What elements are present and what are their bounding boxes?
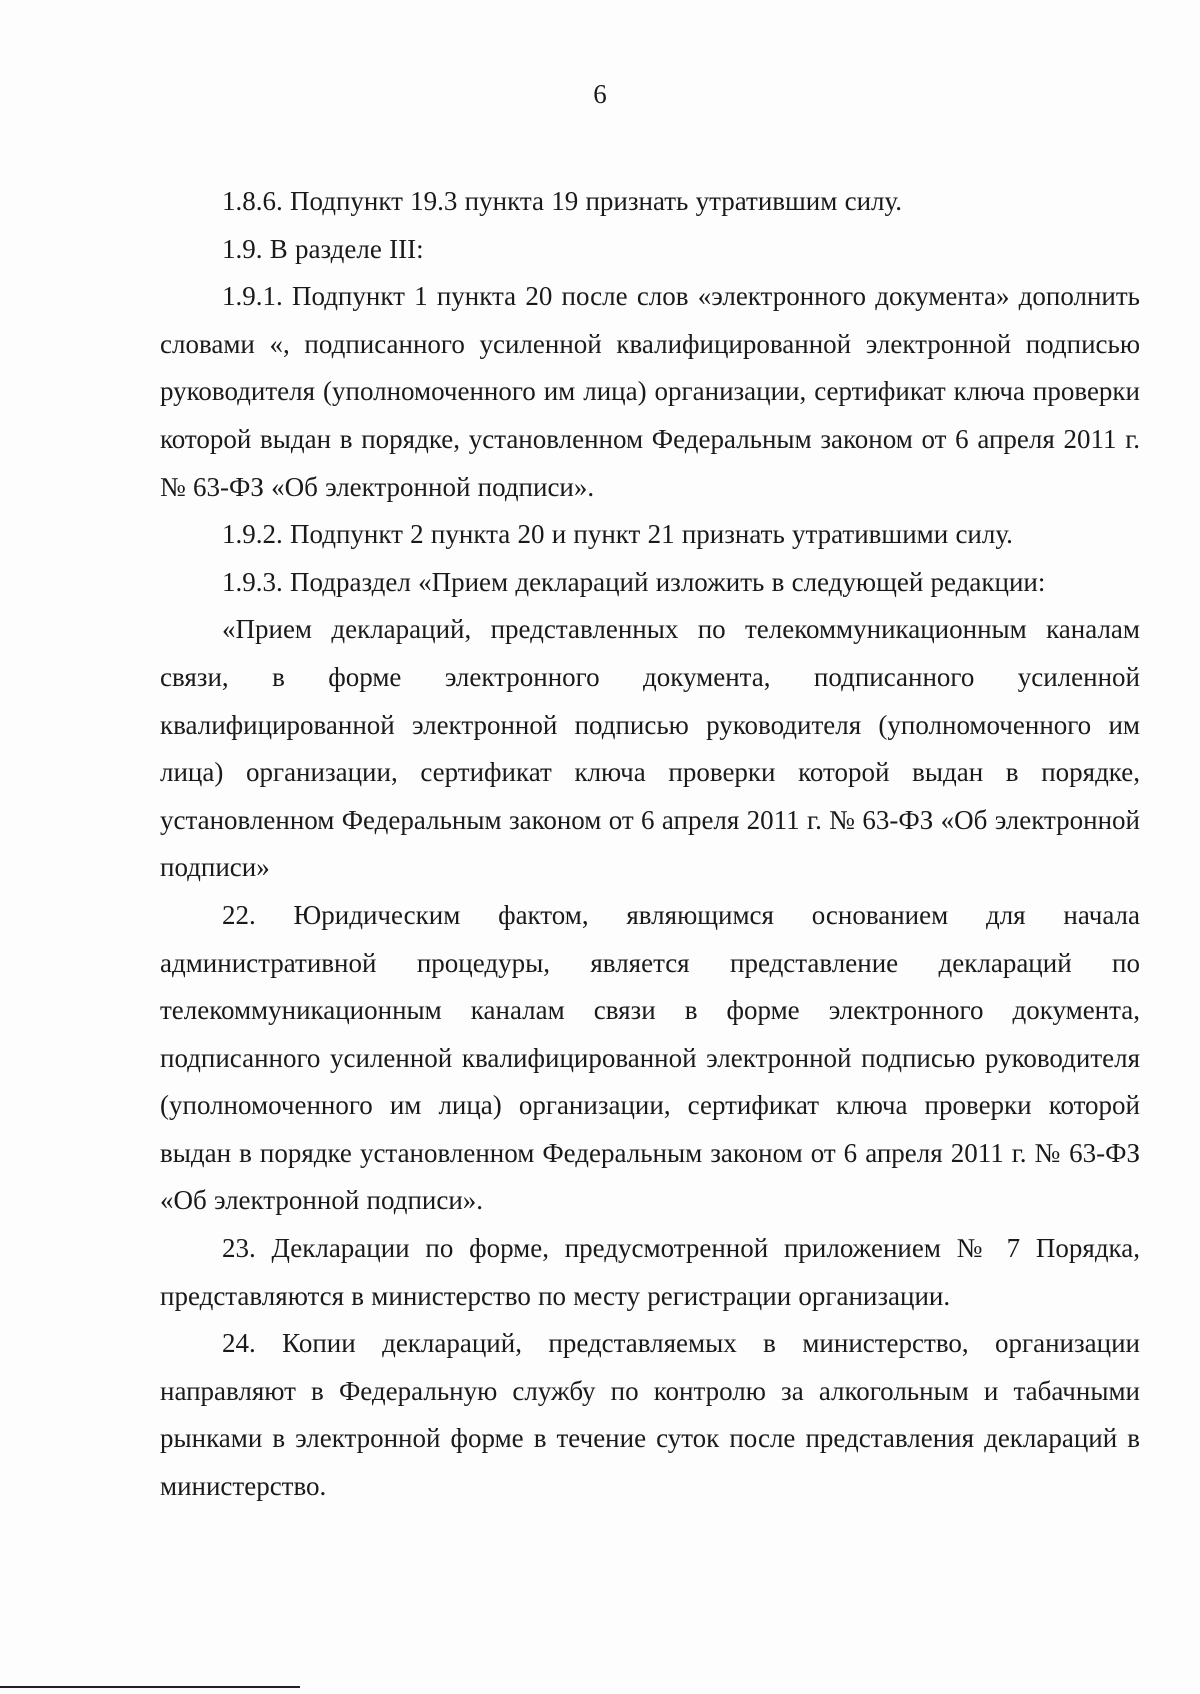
paragraph-23: 23. Декларации по форме, предусмотренной приложением № 7 Порядка, представляются в министерство по месту регистрации организации.: [160, 1233, 1140, 1311]
paragraph-1-9-1: 1.9.1. Подпункт 1 пункта 20 после слов «электронного документа» дополнить словами «, подписанного усиленной квалифицированной электронной подписью руководителя (уполномоченного им лица) организации, сертификат ключа проверки которой выдан в порядке, установленном Федеральным законом от 6 апреля 2011 г. № 63-ФЗ «Об электронной подписи».: [160, 281, 1140, 502]
paragraph-1-9-3: 1.9.3. Подраздел «Прием деклараций изложить в следующей редакции:: [222, 566, 1046, 597]
footer-divider: [0, 1686, 300, 1688]
paragraph-quoted-heading: «Прием деклараций, представленных по телекоммуникационным каналам связи, в форме электронного документа, подписанного усиленной квалифицированной электронной подписью руководителя (уполномоченного им лица) организации, сертификат ключа проверки которой выдан в порядке, установленном Федеральным законом от 6 апреля 2011 г. № 63-ФЗ «Об электронной подписи»: [160, 614, 1140, 883]
paragraph-1-9: 1.9. В разделе III:: [222, 233, 424, 264]
document-body: [160, 178, 1140, 1511]
paragraph-22: 22. Юридическим фактом, являющимся основанием для начала административной процедуры, является представление деклараций по телекоммуникационным каналам связи в форме электронного документа, подписанного усиленной квалифицированной электронной подписью руководителя (уполномоченного им лица) организации, сертификат ключа проверки которой выдан в порядке установленном Федеральным законом от 6 апреля 2011 г. № 63-ФЗ «Об электронной подписи».: [160, 899, 1140, 1216]
paragraph-1-8-6: 1.8.6. Подпункт 19.3 пункта 19 признать утратившим силу.: [222, 186, 903, 216]
paragraph-24: 24. Копии деклараций, представляемых в министерство, организации направляют в Федеральную службу по контролю за алкогольным и табачными рынками в электронной форме в течение суток после представления деклараций в министерство.: [160, 1328, 1140, 1502]
paragraph-1-9-2: 1.9.2. Подпункт 2 пункта 20 и пункт 21 признать утратившими силу.: [222, 519, 1013, 550]
page-number: 6: [593, 79, 607, 109]
